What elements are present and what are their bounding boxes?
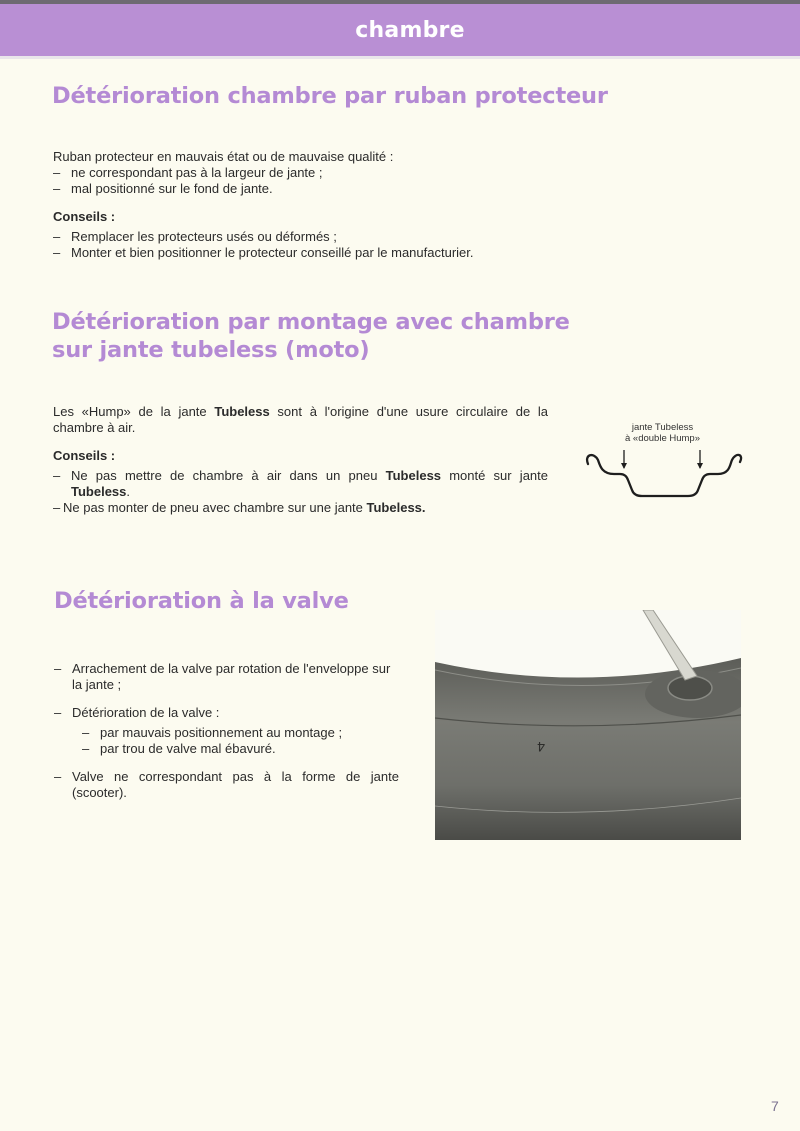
section-title-valve: Détérioration à la valve xyxy=(54,588,349,614)
list-item: – Arrachement de la valve par rotation de l'enveloppe sur la jante ; xyxy=(54,661,391,692)
list-item: – Monter et bien positionner le protecteur conseillé par le manufacturier. xyxy=(53,245,474,260)
intro-text: Ruban protecteur en mauvais état ou de mauvaise qualité : xyxy=(53,149,394,164)
list-item: – mal positionné sur le fond de jante. xyxy=(53,181,273,196)
rim-profile-icon xyxy=(580,418,745,508)
list-item: – Détérioration de la valve : xyxy=(54,705,220,720)
advice-label: Conseils : xyxy=(53,448,116,463)
svg-text:4: 4 xyxy=(537,739,545,755)
header-shadow xyxy=(0,56,800,59)
valve-damage-photo xyxy=(435,610,741,840)
intro-text: Les «Hump» de la jante Tubeless sont à l'origine d'une usure circulaire de la chambre à air. xyxy=(53,404,548,435)
section-body-ruban xyxy=(53,149,533,261)
advice-label: Conseils : xyxy=(53,209,116,224)
sub-list-item: – par mauvais positionnement au montage ; xyxy=(82,725,343,740)
chapter-header-band xyxy=(0,4,800,56)
section-title-ruban: Détérioration chambre par ruban protecteur xyxy=(52,83,608,109)
page-number: 7 xyxy=(771,1098,779,1114)
rim-profile-diagram xyxy=(580,418,745,508)
list-item: – Ne pas mettre de chambre à air dans un pneu Tubeless monté sur jante Tubeless. xyxy=(53,468,548,499)
section-body-tubeless xyxy=(53,404,548,516)
diagram-label: jante Tubeless à «double Hump» xyxy=(625,422,700,444)
section-title-tubeless: Détérioration par montage avec chambre sur jante tubeless (moto) xyxy=(52,309,570,363)
list-item: – Ne pas monter de pneu avec chambre sur une jante Tubeless. xyxy=(53,500,426,515)
list-item: – ne correspondant pas à la largeur de jante ; xyxy=(53,165,323,180)
sub-list-item: – par trou de valve mal ébavuré. xyxy=(82,741,276,756)
section-body-valve xyxy=(54,661,399,801)
list-item: – Valve ne correspondant pas à la forme de jante (scooter). xyxy=(54,769,399,800)
list-item: – Remplacer les protecteurs usés ou déformés ; xyxy=(53,229,337,244)
chapter-title: chambre xyxy=(355,17,465,43)
